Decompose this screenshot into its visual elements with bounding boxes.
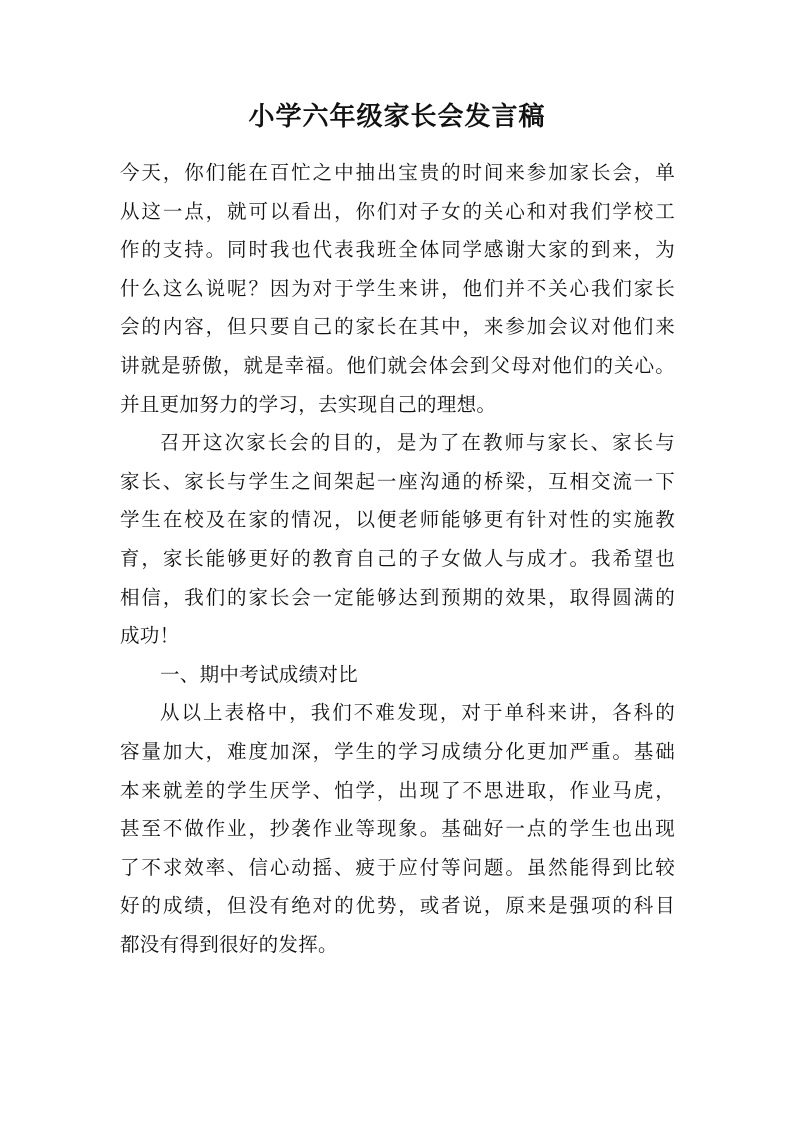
text-line: 育，家长能够更好的教育自己的子女做人与成才。我希望也 bbox=[120, 546, 675, 570]
text-line: 从这一点，就可以看出，你们对子女的关心和对我们学校工 bbox=[120, 199, 675, 223]
text-line: 从以上表格中，我们不难发现，对于单科来讲，各科的 bbox=[160, 701, 675, 725]
text-line: 一、期中考试成绩对比 bbox=[160, 662, 359, 686]
text-line: 什么这么说呢？因为对于学生来讲，他们并不关心我们家长 bbox=[120, 276, 675, 300]
text-line: 甚至不做作业，抄袭作业等现象。基础好一点的学生也出现 bbox=[120, 817, 675, 841]
text-line: 了不求效率、信心动摇、疲于应付等问题。虽然能得到比较 bbox=[120, 855, 675, 879]
text-line: 会的内容，但只要自己的家长在其中，来参加会议对他们来 bbox=[120, 315, 675, 339]
text-line: 并且更加努力的学习，去实现自己的理想。 bbox=[120, 392, 497, 416]
text-line: 成功！ bbox=[120, 624, 180, 648]
text-line: 召开这次家长会的目的，是为了在教师与家长、家长与 bbox=[160, 431, 675, 455]
text-line: 家长、家长与学生之间架起一座沟通的桥梁，互相交流一下 bbox=[120, 469, 675, 493]
text-line: 都没有得到很好的发挥。 bbox=[120, 932, 338, 956]
text-line: 容量加大，难度加深，学生的学习成绩分化更加严重。基础 bbox=[120, 739, 675, 763]
document-body bbox=[120, 154, 675, 964]
text-line: 讲就是骄傲，就是幸福。他们就会体会到父母对他们的关心。 bbox=[120, 353, 675, 377]
text-line: 今天，你们能在百忙之中抽出宝贵的时间来参加家长会，单 bbox=[120, 161, 675, 184]
text-line: 相信，我们的家长会一定能够达到预期的效果，取得圆满的 bbox=[120, 585, 675, 609]
document-title: 小学六年级家长会发言稿 bbox=[248, 102, 546, 132]
text-line: 好的成绩，但没有绝对的优势，或者说，原来是强项的科目 bbox=[120, 894, 675, 918]
text-line: 学生在校及在家的情况，以便老师能够更有针对性的实施教 bbox=[120, 508, 675, 532]
text-line: 本来就差的学生厌学、怕学，出现了不思进取，作业马虎， bbox=[120, 778, 675, 802]
text-line: 作的支持。同时我也代表我班全体同学感谢大家的到来，为 bbox=[120, 238, 675, 262]
